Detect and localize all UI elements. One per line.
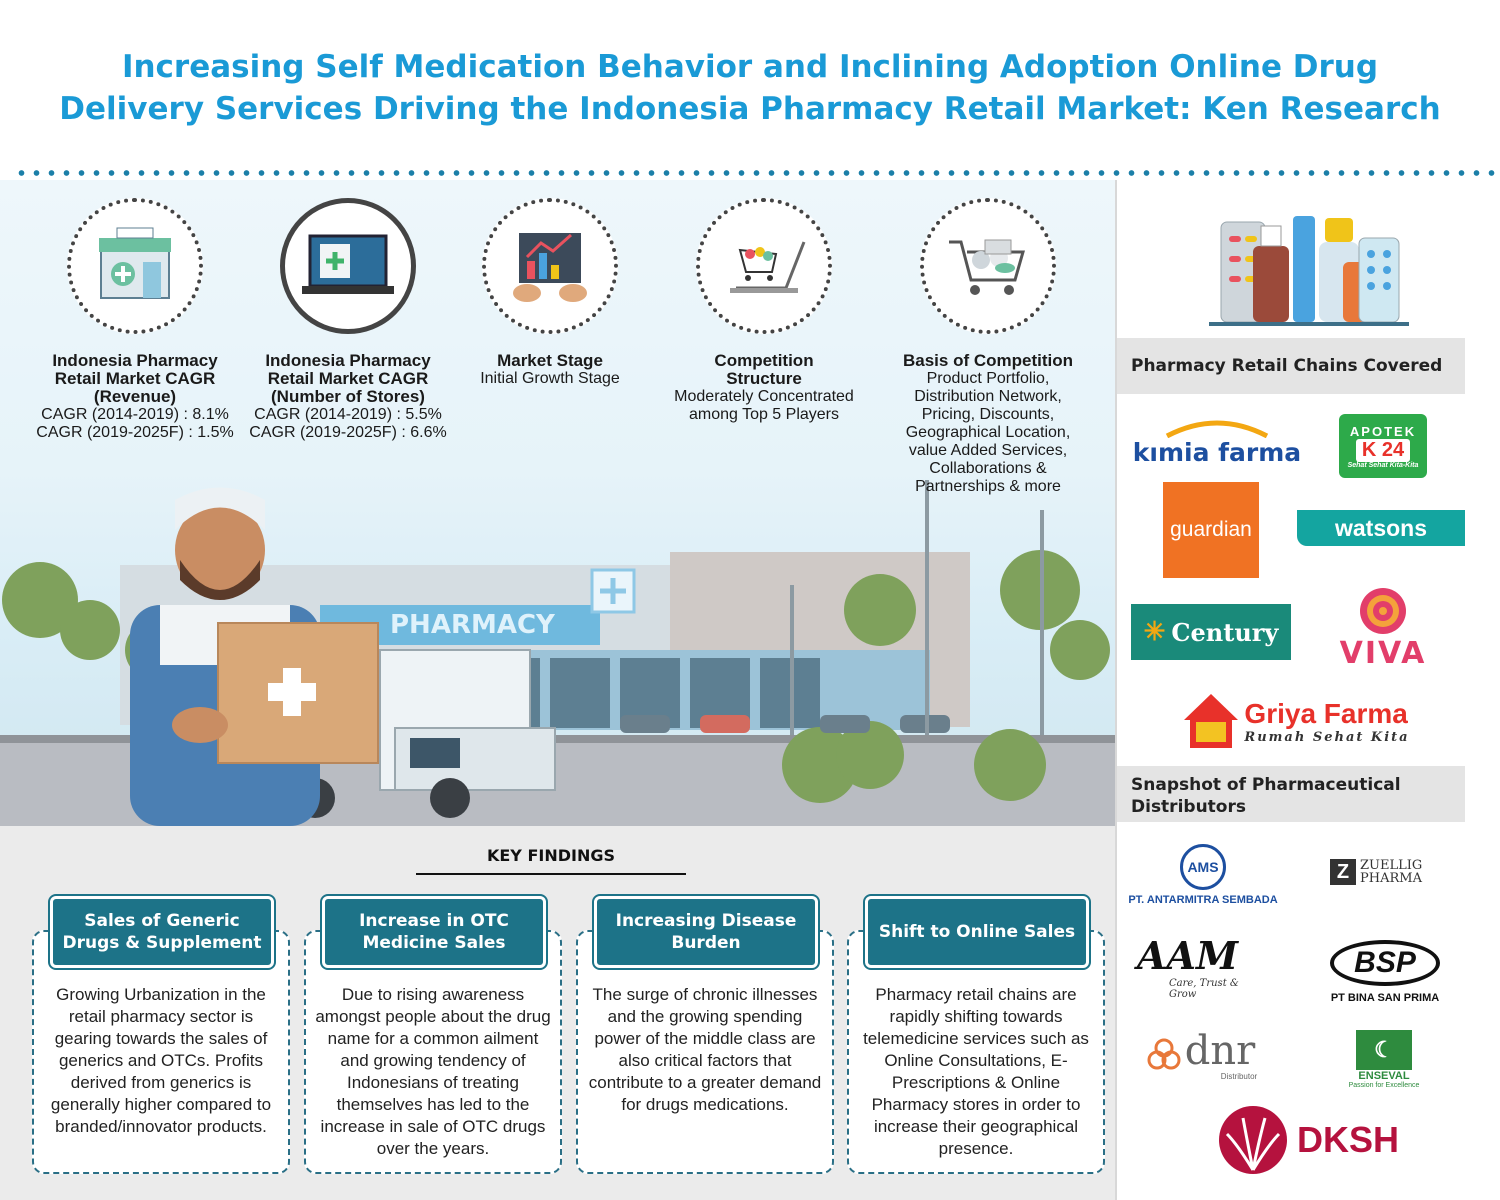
kimia-farma-arc-icon (1162, 418, 1272, 438)
finding-card-title: Increasing Disease Burden (594, 896, 818, 968)
metric-head: Indonesia Pharmacy Retail Market CAGR (Number of Stores) (265, 351, 431, 406)
metric-stores-cagr (248, 198, 448, 442)
griya-farma-tagline: Rumah Sehat Kita (1244, 729, 1410, 745)
aam-text: AAM (1137, 932, 1239, 978)
pharmacy-store-icon (95, 226, 175, 306)
griya-farma-house-icon (1182, 692, 1240, 750)
dksh-emblem-icon (1217, 1104, 1289, 1176)
metric-value: CAGR (2019-2025F) : 1.5% (36, 424, 234, 441)
apotek-text: APOTEK (1349, 423, 1417, 439)
finding-card-body: Pharmacy retail chains are rapidly shifting towards telemedicine services such as Online Consultations, E-Prescriptions & Online Pharmacy stores in order to increase their geographical presence. (863, 985, 1089, 1158)
title-line-1: Increasing Self Medication Behavior and Inclining Adoption Online Drug (121, 49, 1379, 85)
growth-chart-icon-circle (482, 198, 618, 334)
aam-tagline: Care, Trust & Grow (1169, 977, 1239, 1000)
metric-competition-structure (655, 198, 873, 424)
pharmacy-store-icon-circle (67, 198, 203, 334)
guardian-logo (1163, 482, 1259, 578)
chains-section-title: Pharmacy Retail Chains Covered (1117, 338, 1465, 394)
finding-card-title: Sales of Generic Drugs & Supplement (50, 896, 274, 968)
metric-value: CAGR (2014-2019) : 8.1% (41, 406, 229, 423)
zuellig-text: ZUELLIG PHARMA (1360, 858, 1423, 886)
dnr-logo (1137, 1022, 1267, 1088)
dnr-tagline: Distributor (1220, 1071, 1258, 1081)
enseval-tagline: Passion for Excellence (1348, 1081, 1420, 1089)
kimia-farma-text: kımia farma (1132, 437, 1302, 467)
dnr-text: dnr (1184, 1027, 1256, 1074)
ams-emblem (1180, 844, 1226, 890)
laptop-icon-circle (280, 198, 416, 334)
store-sign: PHARMACY (390, 610, 555, 640)
pills-cart-icon (943, 226, 1033, 306)
century-star-icon: ✳ (1143, 617, 1166, 647)
key-findings-title: KEY FINDINGS (416, 846, 686, 875)
apotek-k24-logo (1339, 414, 1427, 478)
ams-name: PT. ANTARMITRA SEMBADA (1128, 894, 1278, 906)
cart-pills-icon-circle (920, 198, 1056, 334)
century-text: Century (1171, 617, 1279, 647)
finding-card-body: Due to rising awareness amongst people about the drug name for a common ailment and growing tendency of Indonesians of treating themselves has led to the increase in sale of OTC drugs over the years. (315, 985, 551, 1158)
ams-text: AMS (1187, 859, 1219, 875)
bsp-logo (1317, 932, 1453, 1012)
ams-logo (1123, 840, 1283, 910)
finding-card-title: Increase in OTC Medicine Sales (322, 896, 546, 968)
metric-revenue-cagr (30, 198, 240, 442)
finding-card-body: Growing Urbanization in the retail pharmacy sector is gearing towards the sales of generics and OTCs. Profits derived from generics is generally higher compared to branded/innovator products. (50, 985, 272, 1136)
metric-head: Market Stage (497, 351, 603, 370)
griya-farma-logo (1181, 690, 1411, 752)
title-line-2: Delivery Services Driving the Indonesia Pharmacy Retail Market: Ken Research (59, 91, 1441, 127)
zuellig-pharma-logo (1323, 852, 1447, 892)
metric-value: CAGR (2014-2019) : 5.5% (254, 406, 442, 423)
k24-tagline: Sehat Sehat Kita-Kita (1347, 461, 1419, 469)
bsp-name: PT BINA SAN PRIMA (1330, 992, 1440, 1004)
metric-head: Indonesia Pharmacy Retail Market CAGR (Revenue) (52, 351, 218, 406)
aam-logo (1137, 926, 1267, 1006)
metric-market-stage (460, 198, 640, 388)
metric-value: CAGR (2019-2025F) : 6.6% (249, 424, 447, 441)
griya-farma-text: Griya Farma (1244, 697, 1408, 729)
dnr-text-group (1184, 1027, 1258, 1081)
finding-card-title: Shift to Online Sales (865, 896, 1089, 968)
watsons-logo (1297, 510, 1465, 546)
enseval-logo (1339, 1026, 1429, 1092)
dotted-divider (14, 170, 1500, 176)
metric-head: Basis of Competition (902, 351, 1073, 370)
metric-value: Initial Growth Stage (480, 370, 620, 387)
metric-value: Product Portfolio, Distribution Network, Pricing, Discounts, Geographical Location, value Added Services, Collaborations & Partnerships & more (905, 370, 1071, 495)
enseval-emblem: ☾ (1356, 1030, 1412, 1070)
medicine-bottles-icon (1209, 202, 1409, 332)
dnr-knot-icon (1147, 1038, 1181, 1072)
shopping-cart-laptop-icon (716, 226, 812, 306)
metric-basis-of-competition (880, 198, 1096, 496)
guardian-text: guardian (1170, 518, 1252, 541)
viva-text: VIVA (1339, 635, 1427, 671)
cart-laptop-icon-circle (696, 198, 832, 334)
viva-rings-icon (1358, 586, 1408, 636)
online-pharmacy-laptop-icon (300, 226, 396, 306)
enseval-text: ENSEVAL (1358, 1069, 1410, 1082)
distributors-section-title: Snapshot of Pharmaceutical Distributors (1117, 766, 1465, 822)
dksh-logo (1213, 1104, 1403, 1176)
kimia-farma-logo (1127, 412, 1307, 472)
metric-value: Moderately Concentrated among Top 5 Players (674, 388, 854, 423)
griya-farma-text-group (1244, 698, 1409, 745)
watsons-text: watsons (1334, 514, 1428, 541)
century-logo (1131, 604, 1291, 660)
metric-head: Competition Structure (714, 351, 814, 388)
zuellig-z-icon: Z (1330, 859, 1356, 885)
finding-card-body: The surge of chronic illnesses and the growing spending power of the middle class are also critical factors that contribute to a greater demand for drugs medications. (588, 985, 822, 1114)
growth-chart-icon (505, 221, 595, 311)
bsp-text: BSP (1330, 940, 1440, 986)
sidebar (1115, 180, 1500, 1200)
dksh-text: DKSH (1296, 1119, 1399, 1160)
page-title (0, 46, 1500, 130)
k24-text: K 24 (1356, 439, 1410, 462)
hero-scene (0, 180, 1115, 826)
viva-logo (1327, 582, 1439, 674)
key-findings-section (0, 826, 1115, 1200)
